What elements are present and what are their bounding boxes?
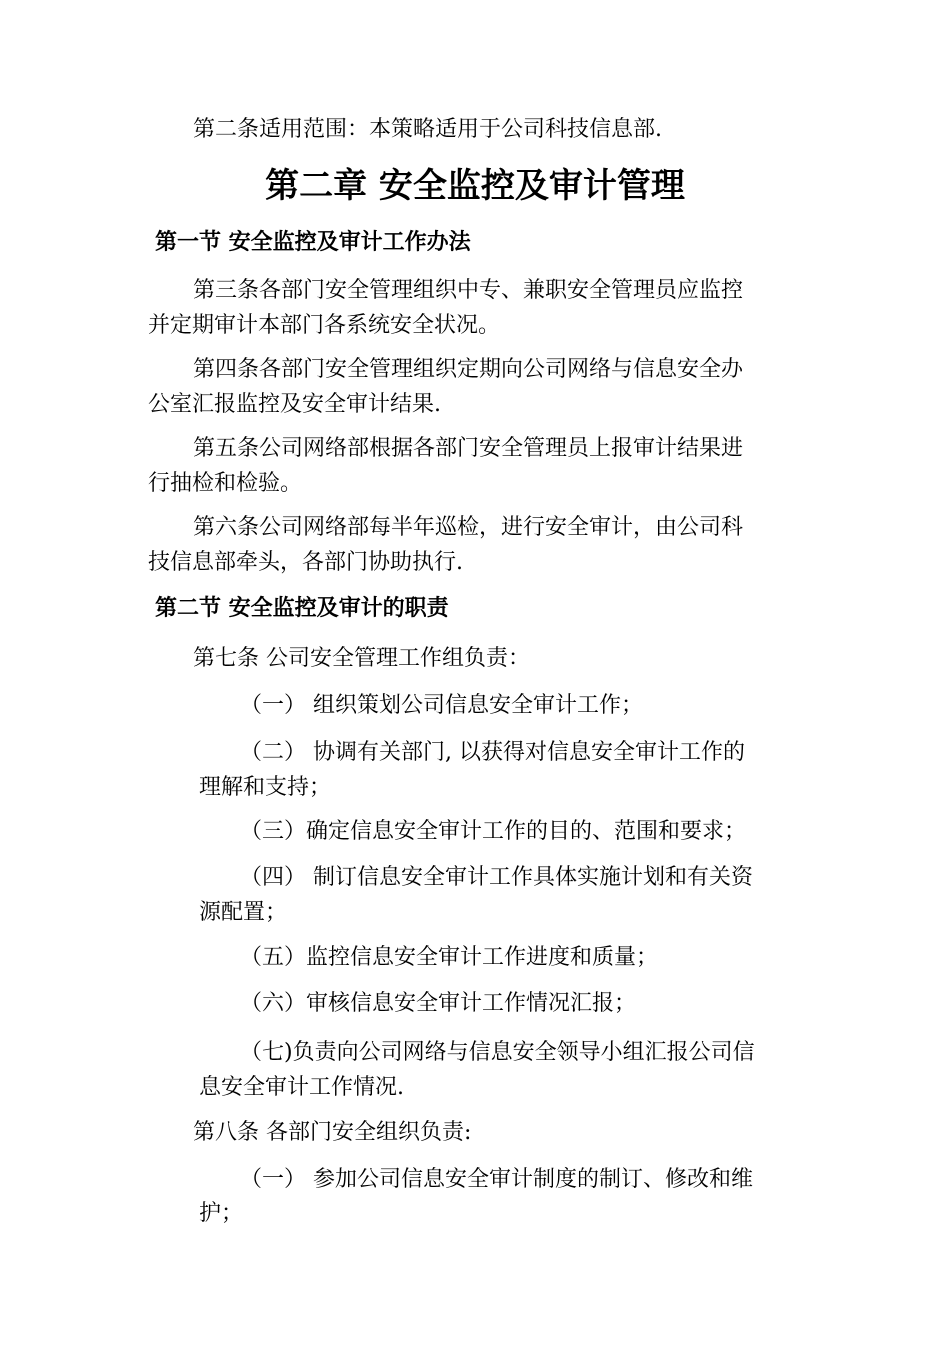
article-8-paragraph: 第八条 各部门安全组织负责: <box>193 1120 472 1145</box>
article-4-line-2: 公室汇报监控及安全审计结果. <box>148 392 441 417</box>
article-7-item-7-line-1: （七)负责向公司网络与信息安全领导小组汇报公司信 <box>240 1040 755 1065</box>
article-6-line-1: 第六条公司网络部每半年巡检，进行安全审计，由公司科 <box>193 515 744 540</box>
article-7-item-1: （一） 组织策划公司信息安全审计工作； <box>240 693 643 718</box>
article-3-line-1: 第三条各部门安全管理组织中专、兼职安全管理员应监控 <box>193 278 744 303</box>
article-5-line-2: 行抽检和检验。 <box>148 471 303 496</box>
article-7-item-6: （六）审核信息安全审计工作情况汇报； <box>240 991 637 1016</box>
chapter-2-title: 第二章 安全监控及审计管理 <box>265 166 685 206</box>
article-6-line-2: 技信息部牵头，各部门协助执行. <box>148 550 463 575</box>
article-7-item-4-line-2: 源配置； <box>199 900 288 925</box>
article-3-line-2: 并定期审计本部门各系统安全状况。 <box>148 313 501 338</box>
article-7-item-2-line-2: 理解和支持； <box>199 775 332 800</box>
article-5-line-1: 第五条公司网络部根据各部门安全管理员上报审计结果进 <box>193 436 744 461</box>
article-7-item-5: （五）监控信息安全审计工作进度和质量； <box>240 945 659 970</box>
article-4-line-1: 第四条各部门安全管理组织定期向公司网络与信息安全办 <box>193 357 744 382</box>
article-7-item-2-line-1: （二） 协调有关部门, 以获得对信息安全审计工作的 <box>240 740 745 765</box>
article-2-paragraph: 第二条适用范围：本策略适用于公司科技信息部. <box>193 117 662 142</box>
section-2-title: 第二节 安全监控及审计的职责 <box>155 596 449 621</box>
article-7-paragraph: 第七条 公司安全管理工作组负责： <box>193 646 530 671</box>
article-8-item-1-line-2: 护； <box>199 1201 244 1226</box>
article-7-item-4-line-1: （四） 制订信息安全审计工作具体实施计划和有关资 <box>240 865 753 890</box>
article-7-item-3: （三）确定信息安全审计工作的目的、范围和要求； <box>240 819 747 844</box>
article-8-item-1-line-1: （一） 参加公司信息安全审计制度的制订、修改和维 <box>240 1167 753 1192</box>
section-1-title: 第一节 安全监控及审计工作办法 <box>155 230 471 255</box>
article-7-item-7-line-2: 息安全审计工作情况. <box>199 1075 404 1100</box>
